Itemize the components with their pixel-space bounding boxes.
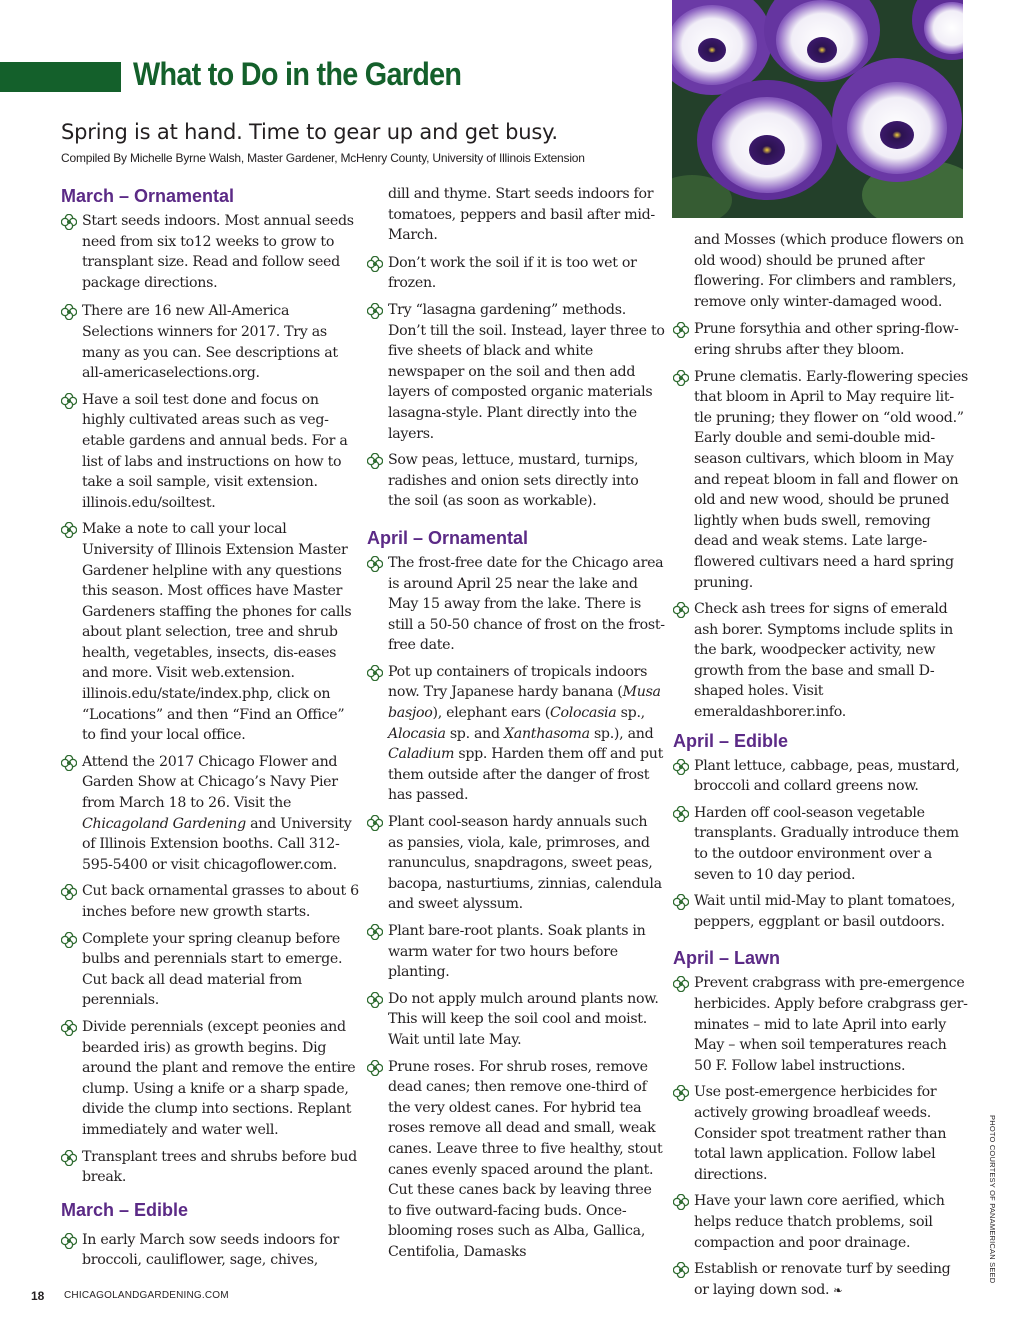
flower-bullet-icon	[61, 884, 77, 900]
list-item: Don’t work the soil if it is too wet or frozen.	[367, 253, 665, 294]
page-number: 18	[31, 1289, 45, 1303]
flower-bullet-icon	[367, 303, 383, 319]
flower-bullet-icon	[673, 1262, 689, 1278]
photo-credit: PHOTO COURTESY OF PANAMERICAN SEED	[988, 1115, 997, 1284]
list-item: Plant cool-season hardy annuals such as pansies, viola, kale, primroses, and ranunculus, snapdragons, sweet peas, bacopa, nasturtiums, zinnias, calendula and sweet alyssum.	[367, 812, 665, 915]
flower-bullet-icon	[673, 602, 689, 618]
column-1	[61, 184, 361, 1277]
continued-text: dill and thyme. Start seeds indoors for tomatoes, peppers and basil after mid-March.	[388, 186, 655, 244]
flower-bullet-icon	[673, 976, 689, 992]
flower-bullet-icon	[367, 924, 383, 940]
flower-bullet-icon	[61, 522, 77, 538]
flower-bullet-icon	[367, 992, 383, 1008]
site-url: CHICAGOLANDGARDENING.COM	[64, 1290, 229, 1301]
list-item: Have a soil test done and focus on highly cultivated areas such as veg-etable gardens and annual beds. For a list of labs and instructions on how to take a soil sample, visit extension. illinois.edu/soiltest.	[61, 390, 361, 514]
flower-bullet-icon	[673, 1085, 689, 1101]
list-item: Try “lasagna gardening” methods. Don’t till the soil. Instead, layer three to five sheets of black and white newspaper on the soil and then add layers of composted organic materials lasagna-style. Plant directly into the layers.	[367, 300, 665, 444]
list-item: Pot up containers of tropicals indoors now. Try Japanese hardy banana (Musa basjoo), elephant ears (Colocasia sp., Alocasia sp. and Xanthasoma sp.), and Caladium spp. Harden them off and put them outside after the danger of frost has passed.	[367, 662, 665, 806]
list-item: Prune clematis. Early-flowering species that bloom in April to May require lit-tle pruning; they flower on “old wood.” Early double and semi-double mid-season cultivars, which bloom in May and repeat bloom in fall and flower on old and new wood, should be pruned lightly when buds swell, removing dead and weak stems. Late large-flowered cultivars need a hard spring pruning.	[673, 367, 968, 594]
list-item: Sow peas, lettuce, mustard, turnips, radishes and onion sets directly into the soil (as soon as workable).	[367, 450, 665, 512]
flower-bullet-icon	[61, 304, 77, 320]
list-item: Make a note to call your local University of Illinois Extension Master Gardener helpline with any questions this season. Most offices have Master Gardeners staffing the phones for calls about plant selection, tree and shrub health, vegetables, insects, dis-eases and more. Visit web.extension. illinois.edu/state/index.php, click on “Locations” and then “Find an Office” to find your local office.	[61, 519, 361, 746]
list-item: Plant lettuce, cabbage, peas, mustard, broccoli and collard greens now.	[673, 756, 968, 797]
list-item: Have your lawn core aerified, which helps reduce thatch problems, soil compaction and poor drainage.	[673, 1191, 968, 1253]
flower-bullet-icon	[673, 370, 689, 386]
list-item: Do not apply mulch around plants now. This will keep the soil cool and moist. Wait until late May.	[367, 989, 665, 1051]
list-item: Establish or renovate turf by seeding or laying down sod. ❧	[673, 1259, 968, 1301]
list-item: There are 16 new All-America Selections winners for 2017. Try as many as you can. See descriptions at all-americaselections.org.	[61, 301, 361, 383]
list-item: Prevent crabgrass with pre-emergence herbicides. Apply before crabgrass ger-minates – mid to late April into early May – when soil temperatures reach 50 F. Follow label instructions.	[673, 973, 968, 1076]
list-item: Divide perennials (except peonies and bearded iris) as growth begins. Dig around the plant and remove the entire clump. Using a knife or a sharp spade, divide the clump into sections. Replant immediately and water well.	[61, 1017, 361, 1141]
continued-text: and Mosses (which produce flowers on old wood) should be pruned after flowering. For climbers and ramblers, remove only winter-damaged wood.	[694, 232, 964, 310]
list-item: The frost-free date for the Chicago area is around April 25 near the lake and May 15 away from the lake. There is still a 50-50 chance of frost on the frost-free date.	[367, 553, 665, 656]
page-title: What to Do in the Garden	[133, 56, 462, 92]
flower-bullet-icon	[367, 256, 383, 272]
flower-bullet-icon	[61, 1233, 77, 1249]
heading-march-edible: March – Edible	[61, 1199, 189, 1220]
title-accent-bar	[0, 62, 121, 92]
flower-bullet-icon	[673, 322, 689, 338]
list-item: Prune roses. For shrub roses, remove dead canes; then remove one-third of the very oldest canes. For hybrid tea roses remove all dead and small, weak canes. Leave three to five healthy, stout canes evenly spaced around the plant. Cut these canes back by leaving three to five outward-facing buds. Once-blooming roses such as Alba, Gallica, Centifolia, Damasks	[367, 1057, 665, 1263]
column-3	[673, 230, 968, 1307]
list-item: Plant bare-root plants. Soak plants in warm water for two hours before planting.	[367, 921, 665, 983]
heading-april-ornamental: April – Ornamental	[367, 527, 529, 548]
list-item: Harden off cool-season vegetable transplants. Gradually introduce them to the outdoor environment over a seven to 10 day period.	[673, 803, 968, 885]
list-item: Use post-emergence herbicides for actively growing broadleaf weeds. Consider spot treatment rather than total lawn application. Follow label directions.	[673, 1082, 968, 1185]
heading-april-edible: April – Edible	[673, 730, 789, 751]
pansy-photo	[672, 0, 963, 218]
list-item: Check ash trees for signs of emerald ash borer. Symptoms include splits in the bark, woodpecker activity, new growth from the base and small D-shaped holes. Visit emeraldashborer.info.	[673, 599, 968, 723]
list-item: Prune forsythia and other spring-flow-ering shrubs after they bloom.	[673, 319, 968, 360]
list-item: In early March sow seeds indoors for broccoli, cauliflower, sage, chives,	[61, 1230, 361, 1271]
list-item: Start seeds indoors. Most annual seeds need from six to12 weeks to grow to transplant size. Read and follow seed package directions.	[61, 211, 361, 293]
end-mark-icon: ❧	[833, 1283, 843, 1297]
flower-bullet-icon	[367, 1060, 383, 1076]
flower-bullet-icon	[367, 556, 383, 572]
flower-bullet-icon	[673, 806, 689, 822]
flower-bullet-icon	[367, 665, 383, 681]
flower-bullet-icon	[61, 1020, 77, 1036]
flower-bullet-icon	[673, 1194, 689, 1210]
list-item: Wait until mid-May to plant tomatoes, peppers, eggplant or basil outdoors.	[673, 891, 968, 932]
flower-bullet-icon	[61, 932, 77, 948]
list-item: Attend the 2017 Chicago Flower and Garden Show at Chicago’s Navy Pier from March 18 to 26. Visit the Chicagoland Gardening and University of Illinois Extension booths. Call 312-595-5400 or visit chicagoflower.com.	[61, 752, 361, 876]
list-item: Transplant trees and shrubs before bud break.	[61, 1147, 361, 1188]
page-subtitle: Spring is at hand. Time to gear up and get busy.	[61, 120, 558, 144]
heading-march-ornamental: March – Ornamental	[61, 186, 235, 206]
list-item: Cut back ornamental grasses to about 6 inches before new growth starts.	[61, 881, 361, 922]
flower-bullet-icon	[61, 393, 77, 409]
heading-april-lawn: April – Lawn	[673, 948, 781, 969]
list-item: Complete your spring cleanup before bulbs and perennials start to emerge. Cut back all dead material from perennials.	[61, 929, 361, 1011]
flower-bullet-icon	[367, 453, 383, 469]
flower-bullet-icon	[61, 214, 77, 230]
flower-bullet-icon	[367, 815, 383, 831]
column-2	[367, 184, 665, 1269]
byline: Compiled By Michelle Byrne Walsh, Master Gardener, McHenry County, University of Illinois Extension	[61, 151, 585, 165]
flower-bullet-icon	[673, 894, 689, 910]
flower-bullet-icon	[673, 759, 689, 775]
flower-bullet-icon	[61, 1150, 77, 1166]
flower-bullet-icon	[61, 755, 77, 771]
